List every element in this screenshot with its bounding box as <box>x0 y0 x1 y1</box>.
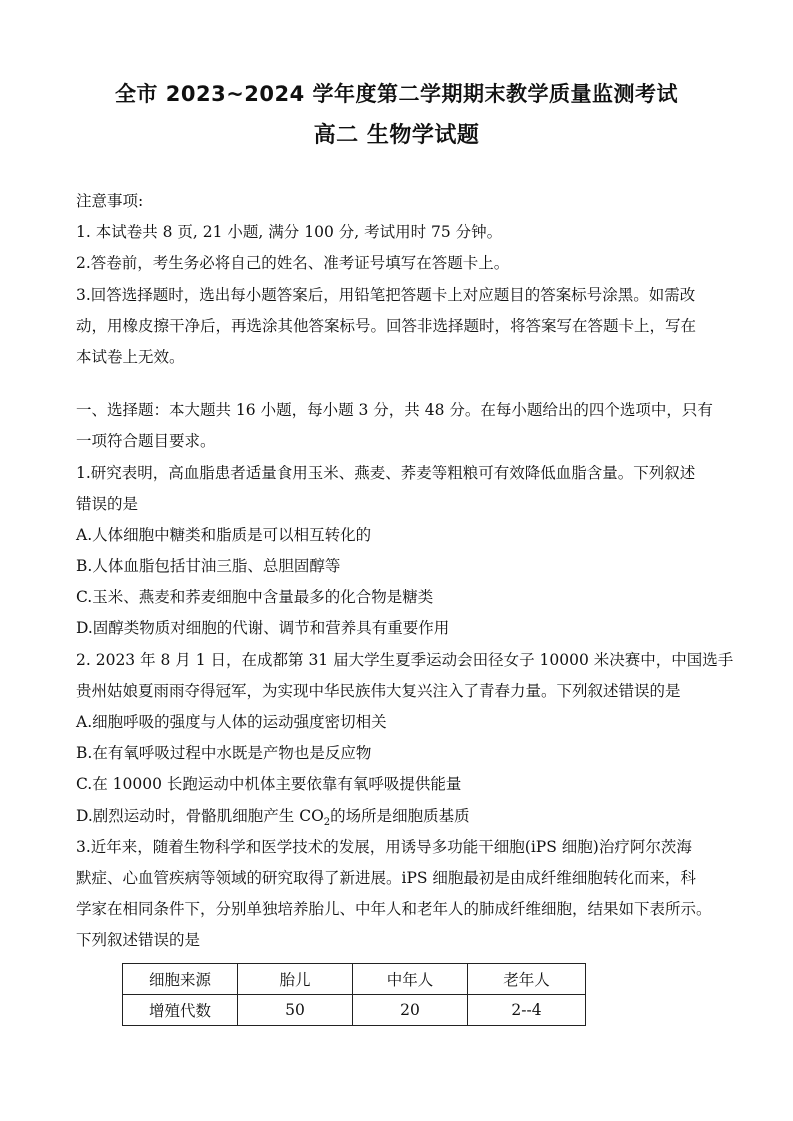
option-d-text: 的场所是细胞质基质 <box>330 806 470 825</box>
question-3-stem: 下列叙述错误的是 <box>76 931 201 950</box>
table-cell: 50 <box>238 995 353 1026</box>
question-2-option-b: B.在有氧呼吸过程中水既是产物也是反应物 <box>76 744 372 763</box>
exam-body <box>76 186 734 957</box>
notes-item: 动，用橡皮擦干净后，再选涂其他答案标号。回答非选择题时，将答案写在答题卡上，写在 <box>76 316 697 335</box>
notes-item: 本试卷上无效。 <box>76 347 185 366</box>
question-1-stem: 1.研究表明，高血脂患者适量食用玉米、燕麦、荞麦等粗粮可有效降低血脂含量。下列叙述 <box>76 463 696 482</box>
notes-item: 2.答卷前，考生务必将自己的姓名、准考证号填写在答题卡上。 <box>76 254 510 273</box>
question-1-option-a: A.人体细胞中糖类和脂质是可以相互转化的 <box>76 525 372 544</box>
question-1-option-d: D.固醇类物质对细胞的代谢、调节和营养具有重要作用 <box>76 619 450 638</box>
question-1-option-c: C.玉米、燕麦和荞麦细胞中含量最多的化合物是糖类 <box>76 588 434 607</box>
question-2-stem: 贵州姑娘夏雨雨夺得冠军，为实现中华民族伟大复兴注入了青春力量。下列叙述错误的是 <box>76 681 681 700</box>
exam-title: 全市 2023~2024 学年度第二学期期末教学质量监测考试 <box>114 82 679 106</box>
table-header-cell: 中年人 <box>353 964 468 995</box>
option-d-text: D.剧烈运动时，骨骼肌细胞产生 CO <box>76 806 324 825</box>
table-header-row <box>123 964 586 995</box>
co2-subscript: 2 <box>323 816 331 828</box>
notes-item: 3.回答选择题时，选出每小题答案后，用铅笔把答题卡上对应题目的答案标号涂黑。如需改 <box>76 285 696 304</box>
question-1-option-b: B.人体血脂包括甘油三脂、总胆固醇等 <box>76 557 341 576</box>
table-header-cell: 胎儿 <box>238 964 353 995</box>
section-gap <box>76 373 726 395</box>
question-3-stem: 学家在相同条件下，分别单独培养胎儿、中年人和老年人的肺成纤维细胞，结果如下表所示。 <box>76 900 712 919</box>
section-heading: 一项符合题目要求。 <box>76 432 216 451</box>
question-2-option-d <box>76 801 726 832</box>
question-2-option-c: C.在 10000 长跑运动中机体主要依靠有氧呼吸提供能量 <box>76 775 462 794</box>
notes-item: 1. 本试卷共 8 页, 21 小题, 满分 100 分, 考试用时 75 分钟。 <box>76 223 503 242</box>
table-header-cell: 细胞来源 <box>123 964 238 995</box>
table-cell: 增殖代数 <box>123 995 238 1026</box>
notes-heading: 注意事项: <box>76 192 144 210</box>
section-heading: 一、选择题：本大题共 16 小题，每小题 3 分，共 48 分。在每小题给出的四个选项中，只有 <box>76 401 713 420</box>
cell-proliferation-table <box>122 963 586 1026</box>
table-cell: 20 <box>353 995 468 1026</box>
table-row <box>123 995 586 1026</box>
question-3-stem: 3.近年来，随着生物科学和医学技术的发展，用诱导多功能干细胞(iPS 细胞)治疗阿尔茨海 <box>76 837 692 856</box>
exam-subtitle: 高二 生物学试题 <box>313 123 480 148</box>
question-1-stem: 错误的是 <box>76 494 139 513</box>
question-2-option-a: A.细胞呼吸的强度与人体的运动强度密切相关 <box>76 713 387 731</box>
question-2-stem: 2. 2023 年 8 月 1 日，在成都第 31 届大学生夏季运动会田径女子 10000 米决赛中，中国选手 <box>76 650 734 669</box>
question-3-stem: 默症、心血管疾病等领域的研究取得了新进展。iPS 细胞最初是由成纤维细胞转化而来，科 <box>76 868 696 887</box>
table-header-cell: 老年人 <box>468 964 586 995</box>
table-cell: 2--4 <box>468 995 586 1026</box>
